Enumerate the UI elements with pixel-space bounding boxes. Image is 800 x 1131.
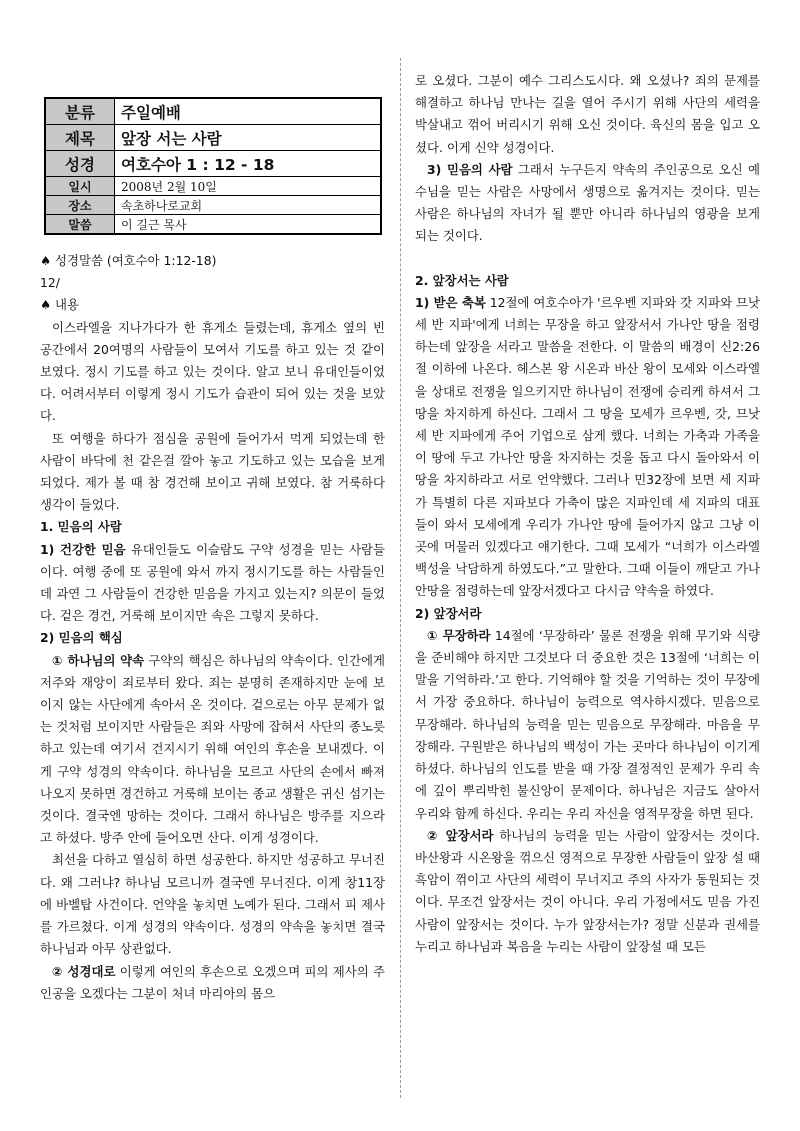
- category-value: 주일예배: [115, 98, 382, 125]
- paragraph: 최선을 다하고 열심히 하면 성공한다. 하지만 성공하고 무너진다. 왜 그러냐? 하나님 모르니까 결국엔 무너진다. 이게 창11장에 바벨탑 사건이다. 언약을 놓치면 노예가 된다. 그래서 피 제사를 가르쳤다. 이게 성경의 약속이다. 성경의 약속을 놓치면 결국 하나님과 아무 상관없다.: [40, 852, 385, 957]
- paragraph: [415, 292, 760, 603]
- sermon-info-table: [44, 97, 382, 235]
- date-value: 2008년 2월 10일: [115, 177, 382, 196]
- speaker-label: 말씀: [45, 215, 115, 235]
- left-column: [40, 250, 385, 1005]
- paragraph-lead: 1) 받은 축복: [415, 294, 486, 310]
- paragraph-text: 그래서 누구든지 약속의 주인공으로 오신 예수님을 믿는 사람은 사망에서 생명으로 옮겨지는 것이다. 믿는 사람은 하나님의 자녀가 될 뿐만 아니라 하나님의 영광을 보게 되는 것이다.: [415, 161, 760, 244]
- paragraph: [415, 825, 760, 958]
- subsection-heading: 2) 믿음의 핵심: [40, 630, 123, 646]
- paragraph-text: 12절에 여호수아가 '르우벤 지파와 갓 지파와 므낫세 반 지파'에게 너희는 무장을 하고 앞장서서 가나안 땅을 점령하는데 앞장을 서라고 말씀을 전한다. 이 말씀의 배경이 신2:26절 이하에 나온다. 헤스본 왕 시온과 바산 왕이 모세와 이스라엘을 상대로 전쟁을 일으키지만 하나님이 전쟁에 승리케 하셔서 그 땅을 차지하게 하신다. 그래서 그 땅을 모세가 르우벤, 갓, 므낫세 반 지파에게 주어 기업으로 삼게 했다. 너희는 가축과 가족을 이 땅에 두고 가나안 땅을 차지하는 것을 돕고 다시 돌아와서 이 땅을 차지하라고 서로 언약했다. 그러나 민32장에 보면 세 지파가 특별히 다른 지파보다 가축이 많은 지파인데 세 지파의 대표들이 와서 모세에게 우리가 가나안 땅에 들어가지 않고 그냥 이곳에 머물러 있겠다고 얘기한다. 그때 모세가 “너희가 이스라엘 백성을 낙담하게 하였도다.”고 말한다. 그때 이들이 깨닫고 가나안땅을 점령하는데 앞장서겠다고 다시금 약속을 하였다.: [415, 294, 760, 599]
- date-label: 일시: [45, 177, 115, 196]
- title-value: 앞장 서는 사람: [115, 125, 382, 151]
- paragraph: [40, 961, 385, 1005]
- content-heading: ♠ 내용: [40, 297, 79, 313]
- paragraph: [415, 625, 760, 825]
- paragraph: 이스라엘을 지나가다가 한 휴게소 들렸는데, 휴게소 옆의 빈 공간에서 20여명의 사람들이 모여서 기도를 하고 있는 것 같이 보였다. 정시 기도를 하고 있는 것이다. 알고 보니 유대인들이었다. 어려서부터 이렇게 정시 기도가 습관이 되어 있는 것을 보았다.: [40, 319, 385, 424]
- paragraph: [40, 650, 385, 850]
- paragraph: 로 오셨다. 그분이 예수 그리스도시다. 왜 오셨나? 죄의 문제를 해결하고 하나님 만나는 길을 열어 주시기 위해 사단의 세력을 박살내고 꺾어 버리시기 위해 오신 것이다. 육신의 몸을 입고 오셨다. 이게 신약 성경이다.: [415, 73, 760, 155]
- category-label: 분류: [45, 98, 115, 125]
- paragraph-lead: 1) 건강한 믿음: [40, 541, 126, 557]
- paragraph-lead: ② 앞장서라: [427, 827, 494, 843]
- paragraph: [415, 159, 760, 248]
- place-label: 장소: [45, 196, 115, 215]
- scripture-value: 여호수아 1 : 12 - 18: [115, 151, 382, 177]
- paragraph-text: 하나님의 능력을 믿는 사람이 앞장서는 것이다. 바산왕과 시온왕을 꺾으신 영적으로 무장한 사람들이 앞장 설 때 흑암이 꺾이고 사단의 세력이 무너지고 주의 사자가 동원되는 것이다. 무조건 앞장서는 것이 아니다. 우리 가정에서도 믿음 가진 사람이 앞장서는 것이다. 누가 앞장서는가? 정말 신분과 권세를 누리고 하나님과 복음을 누리는 사람이 앞장설 때 모든: [415, 827, 760, 954]
- section-heading: 2. 앞장서는 사람: [415, 272, 509, 288]
- paragraph-text: 유대인들도 이슬람도 구약 성경을 믿는 사람들이다. 여행 중에 또 공원에 와서 까지 정시기도를 하는 사람들인데 과연 그 사람들이 건강한 믿음을 가지고 있는지? 의문이 들었다. 겉은 경건, 거룩해 보이지만 속은 그렇지 못하다.: [40, 541, 385, 624]
- place-value: 속초하나로교회: [115, 196, 382, 215]
- paragraph: 또 여행을 하다가 점심을 공원에 들어가서 먹게 되었는데 한 사람이 바닥에 천 같은걸 깔아 놓고 기도하고 있는 모습을 보게 되었다. 제가 볼 때 참 경건해 보이고 귀해 보였다. 참 거룩하다 생각이 들었다.: [40, 430, 385, 513]
- speaker-value: 이 길근 목사: [115, 215, 382, 235]
- scripture-label: 성경: [45, 151, 115, 177]
- paragraph-lead: ① 무장하라: [427, 627, 491, 643]
- column-divider: [400, 58, 401, 1098]
- right-column: [415, 70, 760, 958]
- paragraph-lead: ② 성경대로: [52, 963, 116, 979]
- subsection-heading: 2) 앞장서라: [415, 605, 482, 621]
- title-label: 제목: [45, 125, 115, 151]
- spacer: [415, 248, 760, 270]
- section-heading: 1. 믿음의 사람: [40, 519, 122, 535]
- paragraph: [40, 539, 385, 628]
- paragraph-lead: 3) 믿음의 사람: [427, 161, 513, 177]
- paragraph-text: 14절에 ‘무장하라’ 물론 전쟁을 위해 무기와 식량을 준비해야 하지만 그것보다 더 중요한 것은 13절에 ‘너희는 이 말을 기억하라.’고 한다. 기억해야 할 것을 기억하는 것이 무장에서 가장 중요하다. 하나님이 능력으로 역사하시겠다. 믿음으로 무장해라. 하나님의 능력을 믿는 믿음으로 무장해라. 마음을 무장해라. 구원받은 하나님의 백성이 가는 곳마다 하나님이 이기게 하셨다. 하나님의 인도를 받을 때 가장 결정적인 문제가 우리 속에 깊이 뿌리박힌 불신앙이 문제이다. 하나님은 지금도 살아서 우리와 함께 하신다. 우리는 우리 자신을 영적무장을 하면 된다.: [415, 627, 760, 821]
- verse-note: 12/: [40, 275, 60, 291]
- paragraph-text: 구약의 핵심은 하나님의 약속이다. 인간에게 저주와 재앙이 죄로부터 왔다. 죄는 분명히 존재하지만 눈에 보이지 않는 사단에게 속아서 온 것이다. 겉으로는 아무 문제가 없는 것처럼 보이지만 사람들은 죄와 사망에 잡혀서 사단의 종노릇 하고 있는데 여기서 건지시기 위해 여인의 후손을 보내겠다. 이게 구약 성경의 약속이다. 하나님을 모르고 사단의 손에서 빠져 나오지 못하면 경건하고 거룩해 보이는 종교 생활은 귀신 섬기는 것이다. 결국엔 망하는 것이다. 그래서 하나님은 방주를 지으라고 하셨다. 방주 안에 들어오면 산다. 이게 성경이다.: [40, 652, 385, 846]
- paragraph-text: 이렇게 여인의 후손으로 오겠으며 피의 제사의 주인공을 오겠다는 그분이 처녀 마리아의 몸으: [40, 963, 385, 1001]
- scripture-heading: ♠ 성경말씀 (여호수아 1:12-18): [40, 253, 217, 268]
- paragraph-lead: ① 하나님의 약속: [52, 652, 145, 668]
